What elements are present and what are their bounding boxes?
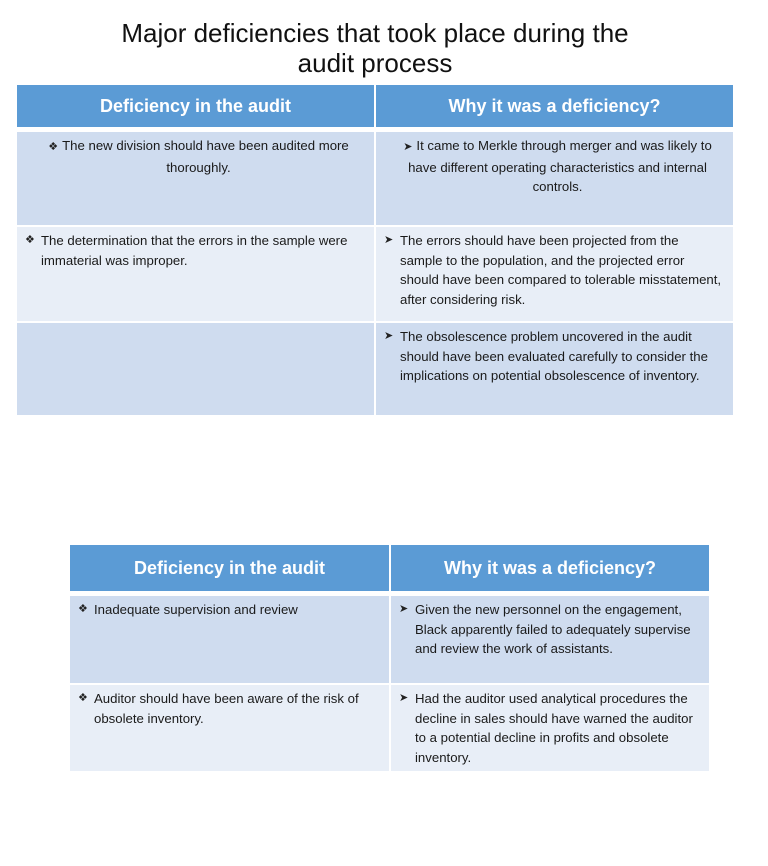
arrow-bullet-icon: ➤	[399, 603, 409, 615]
deficiency-text: The determination that the errors in the sample were immaterial was improper.	[41, 233, 348, 268]
reason-text: The errors should have been projected from the sample to the population, and the projected error should have been compared to tolerable misstatement, after considering risk.	[400, 233, 722, 307]
deficiency-cell-empty	[17, 321, 374, 415]
deficiency-cell	[70, 594, 389, 683]
arrow-bullet-icon: ➤	[384, 234, 394, 246]
table-row	[70, 594, 709, 683]
reason-cell	[389, 594, 709, 683]
table-row	[70, 683, 709, 771]
diamond-bullet-icon: ❖	[25, 234, 35, 246]
table-row	[17, 321, 733, 415]
diamond-bullet-icon: ❖	[78, 603, 88, 615]
deficiency-text: The new division should have been audited more thoroughly.	[62, 138, 349, 175]
reason-text: The obsolescence problem uncovered in the audit should have been evaluated carefully to consider the implications on potential obsolescence of inventory.	[400, 329, 708, 383]
reason-text: Given the new personnel on the engagement, Black apparently failed to adequately supervise and review the work of assistants.	[415, 602, 691, 656]
reason-text: It came to Merkle through merger and was likely to have different operating characteristics and internal controls.	[408, 138, 712, 194]
reason-cell	[374, 225, 733, 321]
deficiency-table-2	[70, 545, 709, 771]
diamond-bullet-icon: ❖	[78, 692, 88, 704]
deficiency-table-1	[17, 85, 733, 415]
column-header-deficiency: Deficiency in the audit	[70, 545, 389, 594]
arrow-bullet-icon: ➤	[384, 330, 394, 342]
deficiency-cell	[17, 225, 374, 321]
table-header-row	[70, 545, 709, 594]
column-header-reason: Why it was a deficiency?	[374, 85, 733, 130]
deficiency-cell	[17, 130, 374, 225]
reason-cell	[374, 321, 733, 415]
deficiency-text: Auditor should have been aware of the risk of obsolete inventory.	[94, 691, 359, 726]
deficiency-cell	[70, 683, 389, 771]
table-row	[17, 225, 733, 321]
diamond-bullet-icon: ❖	[48, 141, 59, 153]
table-header-row	[17, 85, 733, 130]
reason-text: Had the auditor used analytical procedures the decline in sales should have warned the auditor to a potential decline in profits and obsolete inventory.	[415, 691, 693, 765]
column-header-deficiency: Deficiency in the audit	[17, 85, 374, 130]
table-row	[17, 130, 733, 225]
reason-cell	[389, 683, 709, 771]
arrow-bullet-icon: ➤	[399, 692, 409, 704]
column-header-reason: Why it was a deficiency?	[389, 545, 709, 594]
reason-cell	[374, 130, 733, 225]
arrow-bullet-icon: ➤	[403, 141, 413, 153]
deficiency-text: Inadequate supervision and review	[94, 602, 298, 617]
page-title: Major deficiencies that took place during the audit process	[121, 18, 629, 78]
